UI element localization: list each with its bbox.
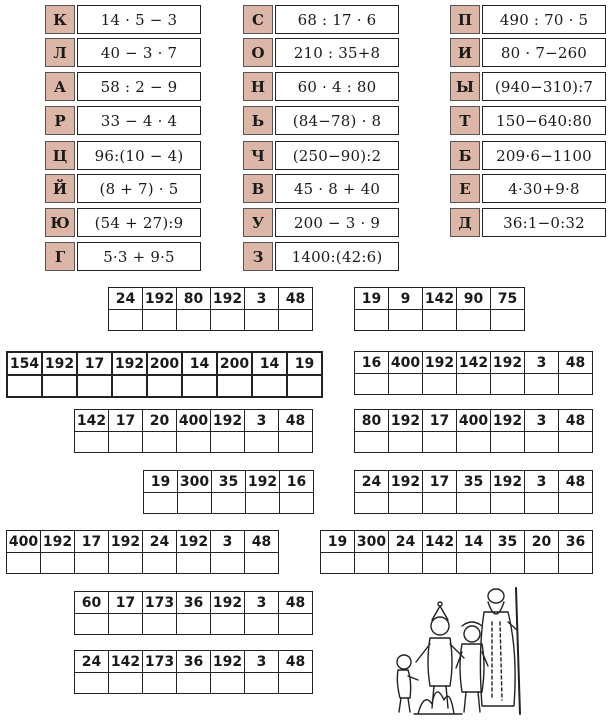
old-man-head <box>488 589 504 603</box>
letter-cell[interactable] <box>245 673 279 694</box>
letter-cell[interactable] <box>287 375 322 397</box>
task-expression: (54 + 27):9 <box>77 208 201 237</box>
number-cell: 48 <box>279 410 313 432</box>
letter-cell[interactable] <box>457 374 491 395</box>
letter-cell[interactable] <box>246 493 280 514</box>
number-cell: 48 <box>559 352 593 374</box>
number-cell: 192 <box>491 352 525 374</box>
number-cell: 400 <box>457 410 491 432</box>
letter-cell[interactable] <box>389 493 423 514</box>
letter-cell[interactable] <box>279 673 313 694</box>
number-cell: 192 <box>112 352 147 375</box>
letter-cell[interactable] <box>525 493 559 514</box>
letter-cell[interactable] <box>109 310 143 331</box>
letter-cell[interactable] <box>147 375 182 397</box>
task-expression: 200 − 3 · 9 <box>275 208 399 237</box>
task-letter: Ю <box>45 208 75 237</box>
letter-cell[interactable] <box>211 614 245 635</box>
task-expression: 490 : 70 · 5 <box>482 5 606 34</box>
letter-cell[interactable] <box>143 432 177 453</box>
letter-cell[interactable] <box>211 310 245 331</box>
number-cell: 3 <box>525 352 559 374</box>
letter-cell[interactable] <box>42 375 77 397</box>
letter-cell[interactable] <box>423 553 457 574</box>
letter-cell[interactable] <box>280 493 314 514</box>
number-cell: 17 <box>75 531 109 553</box>
letter-cell[interactable] <box>143 614 177 635</box>
number-cell: 35 <box>457 471 491 493</box>
number-cell: 192 <box>211 651 245 673</box>
task-letter: В <box>243 174 273 203</box>
letter-cell[interactable] <box>491 553 525 574</box>
number-cell: 36 <box>559 531 593 553</box>
task-expression: 4·30+9·8 <box>482 174 606 203</box>
task-letter: Н <box>243 72 273 101</box>
number-cell: 48 <box>279 592 313 614</box>
number-cell: 200 <box>217 352 252 375</box>
answer-grid <box>354 351 593 395</box>
number-cell: 24 <box>109 288 143 310</box>
number-cell: 400 <box>177 410 211 432</box>
number-cell: 90 <box>457 288 491 310</box>
number-cell: 142 <box>457 352 491 374</box>
number-cell: 80 <box>355 410 389 432</box>
letter-cell[interactable] <box>525 553 559 574</box>
person-body <box>428 638 452 686</box>
number-cell: 19 <box>144 471 178 493</box>
number-cell: 192 <box>41 531 75 553</box>
letter-cell[interactable] <box>559 553 593 574</box>
letter-cell[interactable] <box>7 553 41 574</box>
letter-cell[interactable] <box>423 374 457 395</box>
number-cell: 192 <box>211 592 245 614</box>
letter-cell[interactable] <box>245 614 279 635</box>
letter-cell[interactable] <box>144 493 178 514</box>
number-cell: 173 <box>143 651 177 673</box>
number-cell: 36 <box>177 592 211 614</box>
letter-cell[interactable] <box>7 375 42 397</box>
letter-cell[interactable] <box>177 432 211 453</box>
answer-grid <box>6 351 323 398</box>
answer-grid <box>320 530 593 574</box>
number-cell: 60 <box>75 592 109 614</box>
letter-cell[interactable] <box>212 493 246 514</box>
task-letter: Д <box>450 208 480 237</box>
letter-cell[interactable] <box>321 553 355 574</box>
letter-cell[interactable] <box>279 432 313 453</box>
letter-cell[interactable] <box>109 673 143 694</box>
number-cell: 17 <box>77 352 112 375</box>
letter-cell[interactable] <box>177 614 211 635</box>
task-expression: 1400:(42:6) <box>275 242 399 271</box>
task-letter: К <box>45 5 75 34</box>
number-cell: 400 <box>7 531 41 553</box>
number-cell: 3 <box>245 651 279 673</box>
task-expression: 60 · 4 : 80 <box>275 72 399 101</box>
number-cell: 17 <box>423 410 457 432</box>
letter-cell[interactable] <box>245 310 279 331</box>
number-cell: 192 <box>491 410 525 432</box>
task-expression: 45 · 8 + 40 <box>275 174 399 203</box>
task-expression: 33 − 4 · 4 <box>77 106 201 135</box>
task-expression: (8 + 7) · 5 <box>77 174 201 203</box>
letter-cell[interactable] <box>389 310 423 331</box>
task-letter: Ц <box>45 141 75 170</box>
task-expression: 14 · 5 − 3 <box>77 5 201 34</box>
letter-cell[interactable] <box>389 553 423 574</box>
answer-grid <box>74 650 313 694</box>
letter-cell[interactable] <box>211 673 245 694</box>
child-body <box>397 670 410 698</box>
task-letter: Л <box>45 38 75 67</box>
letter-cell[interactable] <box>525 432 559 453</box>
letter-cell[interactable] <box>177 310 211 331</box>
number-cell: 173 <box>143 592 177 614</box>
letter-cell[interactable] <box>491 493 525 514</box>
answer-grid <box>143 470 314 514</box>
letter-cell[interactable] <box>491 310 525 331</box>
campfire-illustration <box>384 582 544 718</box>
letter-cell[interactable] <box>491 432 525 453</box>
letter-cell[interactable] <box>109 614 143 635</box>
letter-cell[interactable] <box>75 553 109 574</box>
number-cell: 192 <box>211 410 245 432</box>
answer-grid <box>74 409 313 453</box>
task-letter: Й <box>45 174 75 203</box>
answer-grid <box>74 591 313 635</box>
letter-cell[interactable] <box>491 374 525 395</box>
task-expression: 209·6−1100 <box>482 141 606 170</box>
number-cell: 192 <box>389 410 423 432</box>
number-cell: 9 <box>389 288 423 310</box>
number-cell: 19 <box>321 531 355 553</box>
number-cell: 48 <box>279 288 313 310</box>
task-letter: А <box>45 72 75 101</box>
number-cell: 300 <box>355 531 389 553</box>
letter-cell[interactable] <box>109 432 143 453</box>
staff <box>516 588 520 714</box>
letter-cell[interactable] <box>143 553 177 574</box>
number-cell: 75 <box>491 288 525 310</box>
task-letter: Ч <box>243 141 273 170</box>
letter-cell[interactable] <box>389 374 423 395</box>
number-cell: 16 <box>355 352 389 374</box>
number-cell: 3 <box>245 288 279 310</box>
number-cell: 3 <box>525 410 559 432</box>
number-cell: 14 <box>252 352 287 375</box>
number-cell: 192 <box>177 531 211 553</box>
letter-cell[interactable] <box>279 614 313 635</box>
number-cell: 400 <box>389 352 423 374</box>
number-cell: 80 <box>177 288 211 310</box>
number-cell: 20 <box>525 531 559 553</box>
number-cell: 24 <box>75 651 109 673</box>
letter-cell[interactable] <box>177 553 211 574</box>
task-expression: 96:(10 − 4) <box>77 141 201 170</box>
task-expression: 68 : 17 · 6 <box>275 5 399 34</box>
letter-cell[interactable] <box>143 310 177 331</box>
number-cell: 154 <box>7 352 42 375</box>
letter-cell[interactable] <box>211 432 245 453</box>
number-cell: 192 <box>42 352 77 375</box>
number-cell: 192 <box>389 471 423 493</box>
task-letter: Т <box>450 106 480 135</box>
letter-cell[interactable] <box>355 493 389 514</box>
task-expression: (250−90):2 <box>275 141 399 170</box>
number-cell: 142 <box>423 531 457 553</box>
task-expression: 210 : 35+8 <box>275 38 399 67</box>
task-expression: (84−78) · 8 <box>275 106 399 135</box>
number-cell: 142 <box>109 651 143 673</box>
task-letter: П <box>450 5 480 34</box>
number-cell: 35 <box>491 531 525 553</box>
letter-cell[interactable] <box>217 375 252 397</box>
letter-cell[interactable] <box>355 432 389 453</box>
letter-cell[interactable] <box>252 375 287 397</box>
number-cell: 16 <box>280 471 314 493</box>
letter-cell[interactable] <box>245 432 279 453</box>
number-cell: 3 <box>211 531 245 553</box>
number-cell: 48 <box>559 471 593 493</box>
task-letter: Б <box>450 141 480 170</box>
letter-cell[interactable] <box>77 375 112 397</box>
task-letter: Г <box>45 242 75 271</box>
number-cell: 17 <box>423 471 457 493</box>
letter-cell[interactable] <box>279 310 313 331</box>
number-cell: 19 <box>355 288 389 310</box>
answer-grid <box>354 470 593 514</box>
letter-cell[interactable] <box>457 310 491 331</box>
letter-cell[interactable] <box>245 553 279 574</box>
number-cell: 142 <box>423 288 457 310</box>
letter-cell[interactable] <box>457 553 491 574</box>
number-cell: 192 <box>491 471 525 493</box>
number-cell: 48 <box>279 651 313 673</box>
number-cell: 17 <box>109 410 143 432</box>
letter-cell[interactable] <box>112 375 147 397</box>
task-expression: 58 : 2 − 9 <box>77 72 201 101</box>
task-letter: З <box>243 242 273 271</box>
person-head <box>431 617 449 635</box>
task-expression: 40 − 3 · 7 <box>77 38 201 67</box>
number-cell: 19 <box>287 352 322 375</box>
number-cell: 20 <box>143 410 177 432</box>
letter-cell[interactable] <box>525 374 559 395</box>
number-cell: 192 <box>211 288 245 310</box>
letter-cell[interactable] <box>559 374 593 395</box>
hatted-person-head <box>464 626 480 642</box>
letter-cell[interactable] <box>423 493 457 514</box>
number-cell: 14 <box>182 352 217 375</box>
number-cell: 3 <box>245 592 279 614</box>
number-cell: 192 <box>423 352 457 374</box>
number-cell: 142 <box>75 410 109 432</box>
letter-cell[interactable] <box>109 553 143 574</box>
task-letter: Ы <box>450 72 480 101</box>
letter-cell[interactable] <box>177 673 211 694</box>
number-cell: 24 <box>143 531 177 553</box>
letter-cell[interactable] <box>75 673 109 694</box>
letter-cell[interactable] <box>559 432 593 453</box>
task-expression: 5·3 + 9·5 <box>77 242 201 271</box>
letter-cell[interactable] <box>182 375 217 397</box>
letter-cell[interactable] <box>355 310 389 331</box>
task-expression: 150−640:80 <box>482 106 606 135</box>
number-cell: 300 <box>178 471 212 493</box>
number-cell: 17 <box>109 592 143 614</box>
task-letter: У <box>243 208 273 237</box>
number-cell: 192 <box>143 288 177 310</box>
letter-cell[interactable] <box>423 310 457 331</box>
task-expression: 36:1−0:32 <box>482 208 606 237</box>
letter-cell[interactable] <box>389 432 423 453</box>
answer-grid <box>108 287 313 331</box>
letter-cell[interactable] <box>355 553 389 574</box>
letter-cell[interactable] <box>559 493 593 514</box>
letter-cell[interactable] <box>178 493 212 514</box>
number-cell: 192 <box>246 471 280 493</box>
answer-grid <box>6 530 279 574</box>
letter-cell[interactable] <box>423 432 457 453</box>
task-letter: Е <box>450 174 480 203</box>
task-letter: С <box>243 5 273 34</box>
letter-cell[interactable] <box>355 374 389 395</box>
task-letter: И <box>450 38 480 67</box>
letter-cell[interactable] <box>211 553 245 574</box>
task-letter: О <box>243 38 273 67</box>
number-cell: 36 <box>177 651 211 673</box>
letter-cell[interactable] <box>457 432 491 453</box>
number-cell: 24 <box>389 531 423 553</box>
number-cell: 14 <box>457 531 491 553</box>
number-cell: 200 <box>147 352 182 375</box>
letter-cell[interactable] <box>75 614 109 635</box>
number-cell: 3 <box>525 471 559 493</box>
letter-cell[interactable] <box>143 673 177 694</box>
answer-grid <box>354 287 525 331</box>
answer-grid <box>354 409 593 453</box>
letter-cell[interactable] <box>75 432 109 453</box>
number-cell: 24 <box>355 471 389 493</box>
child-head <box>397 655 411 669</box>
fire-flames <box>418 692 454 714</box>
task-expression: 80 · 7−260 <box>482 38 606 67</box>
task-letter: Р <box>45 106 75 135</box>
task-letter: Ь <box>243 106 273 135</box>
number-cell: 192 <box>109 531 143 553</box>
letter-cell[interactable] <box>457 493 491 514</box>
number-cell: 35 <box>212 471 246 493</box>
task-expression: (940−310):7 <box>482 72 606 101</box>
letter-cell[interactable] <box>41 553 75 574</box>
number-cell: 48 <box>245 531 279 553</box>
number-cell: 48 <box>559 410 593 432</box>
number-cell: 3 <box>245 410 279 432</box>
